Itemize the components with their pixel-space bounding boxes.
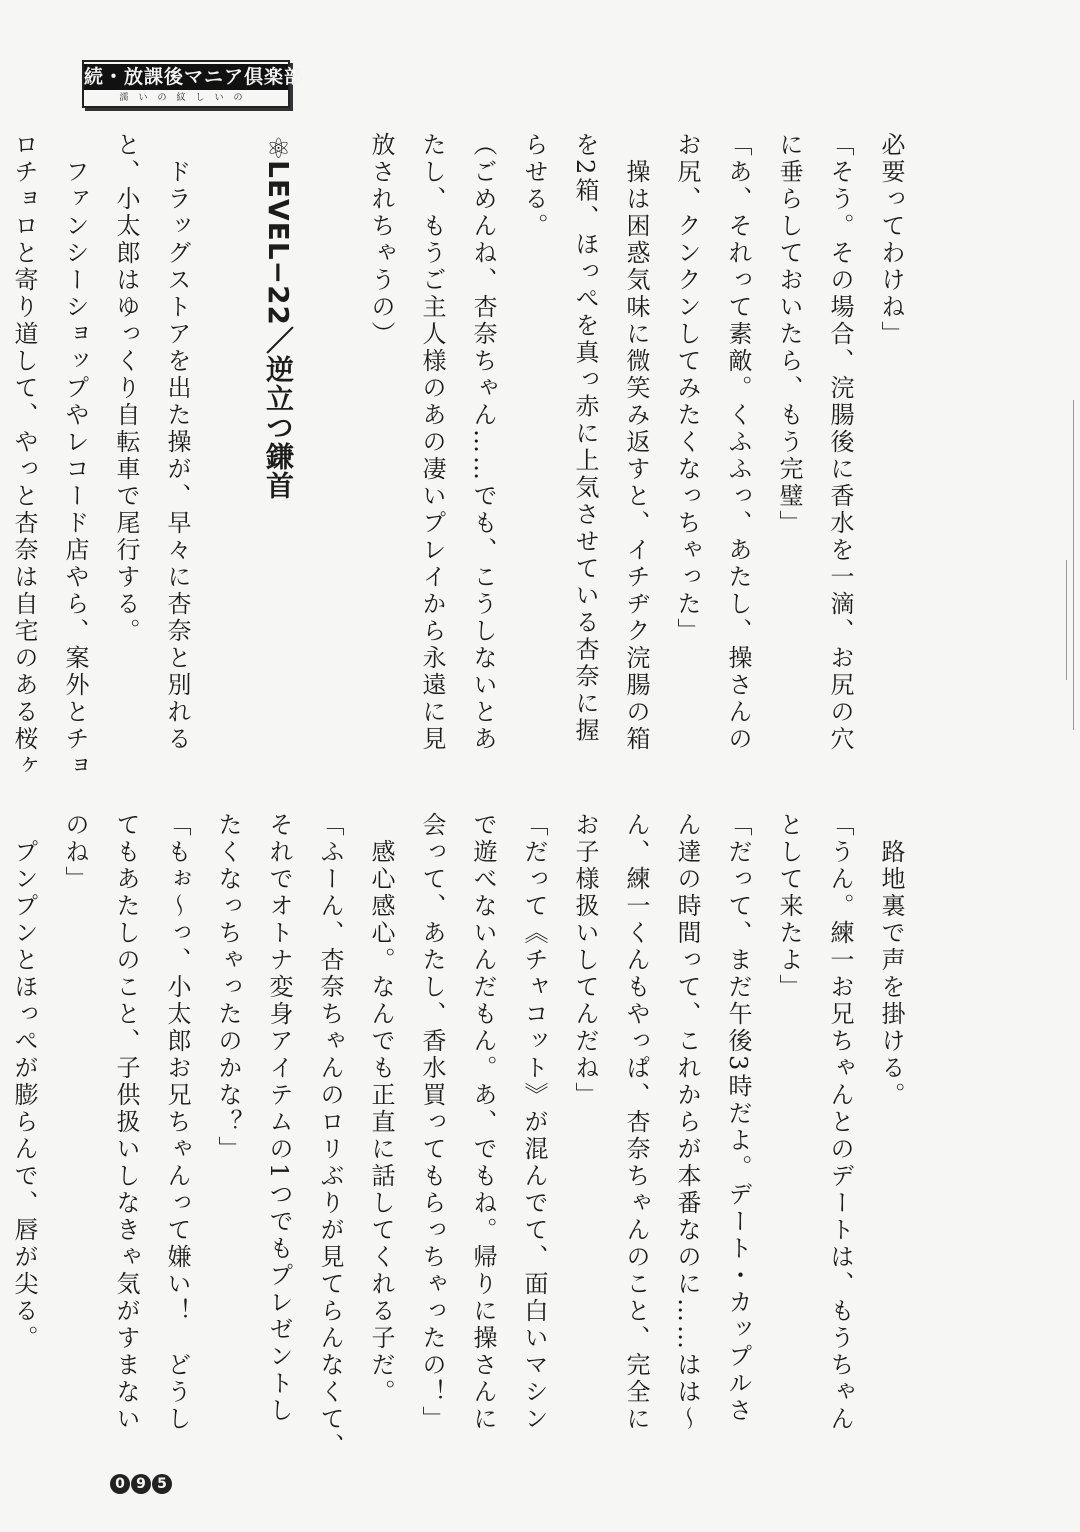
page-number-digit: 9	[131, 1474, 151, 1494]
text-line: と、小太郎はゆっくり自転車で尾行する。	[112, 132, 140, 645]
text-line: たくなっちゃったのかな？」	[214, 812, 242, 1163]
text-line: 路地裏で声を掛ける。	[877, 812, 905, 1109]
text-line: 感心感心。なんでも正直に話してくれる子だ。	[367, 812, 395, 1406]
text-line	[304, 132, 355, 732]
text-line: らせる。	[520, 132, 548, 240]
book-subtitle: 濡いの紋しいの	[119, 93, 253, 103]
text-line: ん達の時間って、これからが本番なのに……はは～	[673, 812, 701, 1433]
text-line	[202, 132, 253, 732]
text-line: ファンシーショップやレコード店やら、案外とチョ	[61, 132, 89, 780]
text-line: 操は困惑気味に微笑み返すと、イチヂク浣腸の箱	[622, 132, 650, 753]
text-line: ドラッグストアを出た操が、早々に杏奈と別れる	[163, 132, 191, 753]
page-number	[110, 1474, 172, 1494]
text-line: それでオトナ変身アイテムの1つでもプレゼントし	[265, 812, 293, 1425]
text-line: 放されちゃうの）	[367, 132, 395, 348]
text-line: プンプンとほっぺが膨らんで、唇が尖る。	[10, 812, 38, 1352]
text-line: 「ふーん、杏奈ちゃんのロリぶりが見てらんなくて、	[316, 812, 344, 1460]
text-line: てもあたしのこと、子供扱いしなきゃ気がすまない	[112, 812, 140, 1433]
book-title: 続・放課後マニア倶楽部	[84, 66, 305, 88]
atom-icon: ⚛	[262, 132, 295, 166]
book-title-badge	[82, 60, 305, 108]
text-line: ロチョロと寄り道して、やっと杏奈は自宅のある桜ヶ	[10, 132, 38, 780]
text-line: 「だって、まだ午後3時だよ。デート・カップルさ	[724, 812, 752, 1425]
text-column-top	[10, 132, 916, 780]
text-line: として来たよ」	[775, 812, 803, 1001]
text-line: 「だって《チャコット》が混んでて、面白いマシン	[520, 812, 548, 1433]
text-line: ん、練一くんもやっぱ、杏奈ちゃんのこと、完全に	[622, 812, 650, 1433]
text-line: 必要ってわけね」	[877, 132, 905, 348]
text-line: のね」	[61, 812, 89, 893]
text-line: で遊べないんだもん。あ、でもね。帰りに操さんに	[469, 812, 497, 1433]
page-number-digit: 5	[152, 1474, 172, 1494]
text-line: 「そう。その場合、浣腸後に香水を一滴、お尻の穴	[826, 132, 854, 753]
text-column-bottom	[10, 812, 916, 1460]
scan-edge-line	[1066, 560, 1067, 680]
text-line: お子様扱いしてんだね」	[571, 812, 599, 1109]
text-line: を2箱、ほっぺを真っ赤に上気させている杏奈に握	[571, 132, 599, 745]
text-line: お尻、クンクンしてみたくなっちゃった」	[673, 132, 701, 645]
text-line: たし、もうご主人様のあの凄いプレイから永遠に見	[418, 132, 446, 753]
text-line: （ごめんね、杏奈ちゃん……でも、こうしないとあ	[469, 132, 497, 753]
text-line: 「あ、それって素敵。くふふっ、あたし、操さんの	[724, 132, 752, 753]
text-line: 「うん。練一お兄ちゃんとのデートは、もうちゃん	[826, 812, 854, 1433]
scan-edge-line	[1073, 400, 1074, 730]
section-heading	[253, 132, 304, 732]
text-line: 会って、あたし、香水買ってもらっちゃったの！」	[418, 812, 446, 1433]
text-line: 「もぉ～っ、小太郎お兄ちゃんって嫌い！ どうし	[163, 812, 191, 1433]
text-line: に垂らしておいたら、もう完璧」	[775, 132, 803, 537]
section-heading-text: LEVEL−22／逆立つ鎌首	[262, 160, 295, 501]
page-number-digit: 0	[110, 1474, 130, 1494]
